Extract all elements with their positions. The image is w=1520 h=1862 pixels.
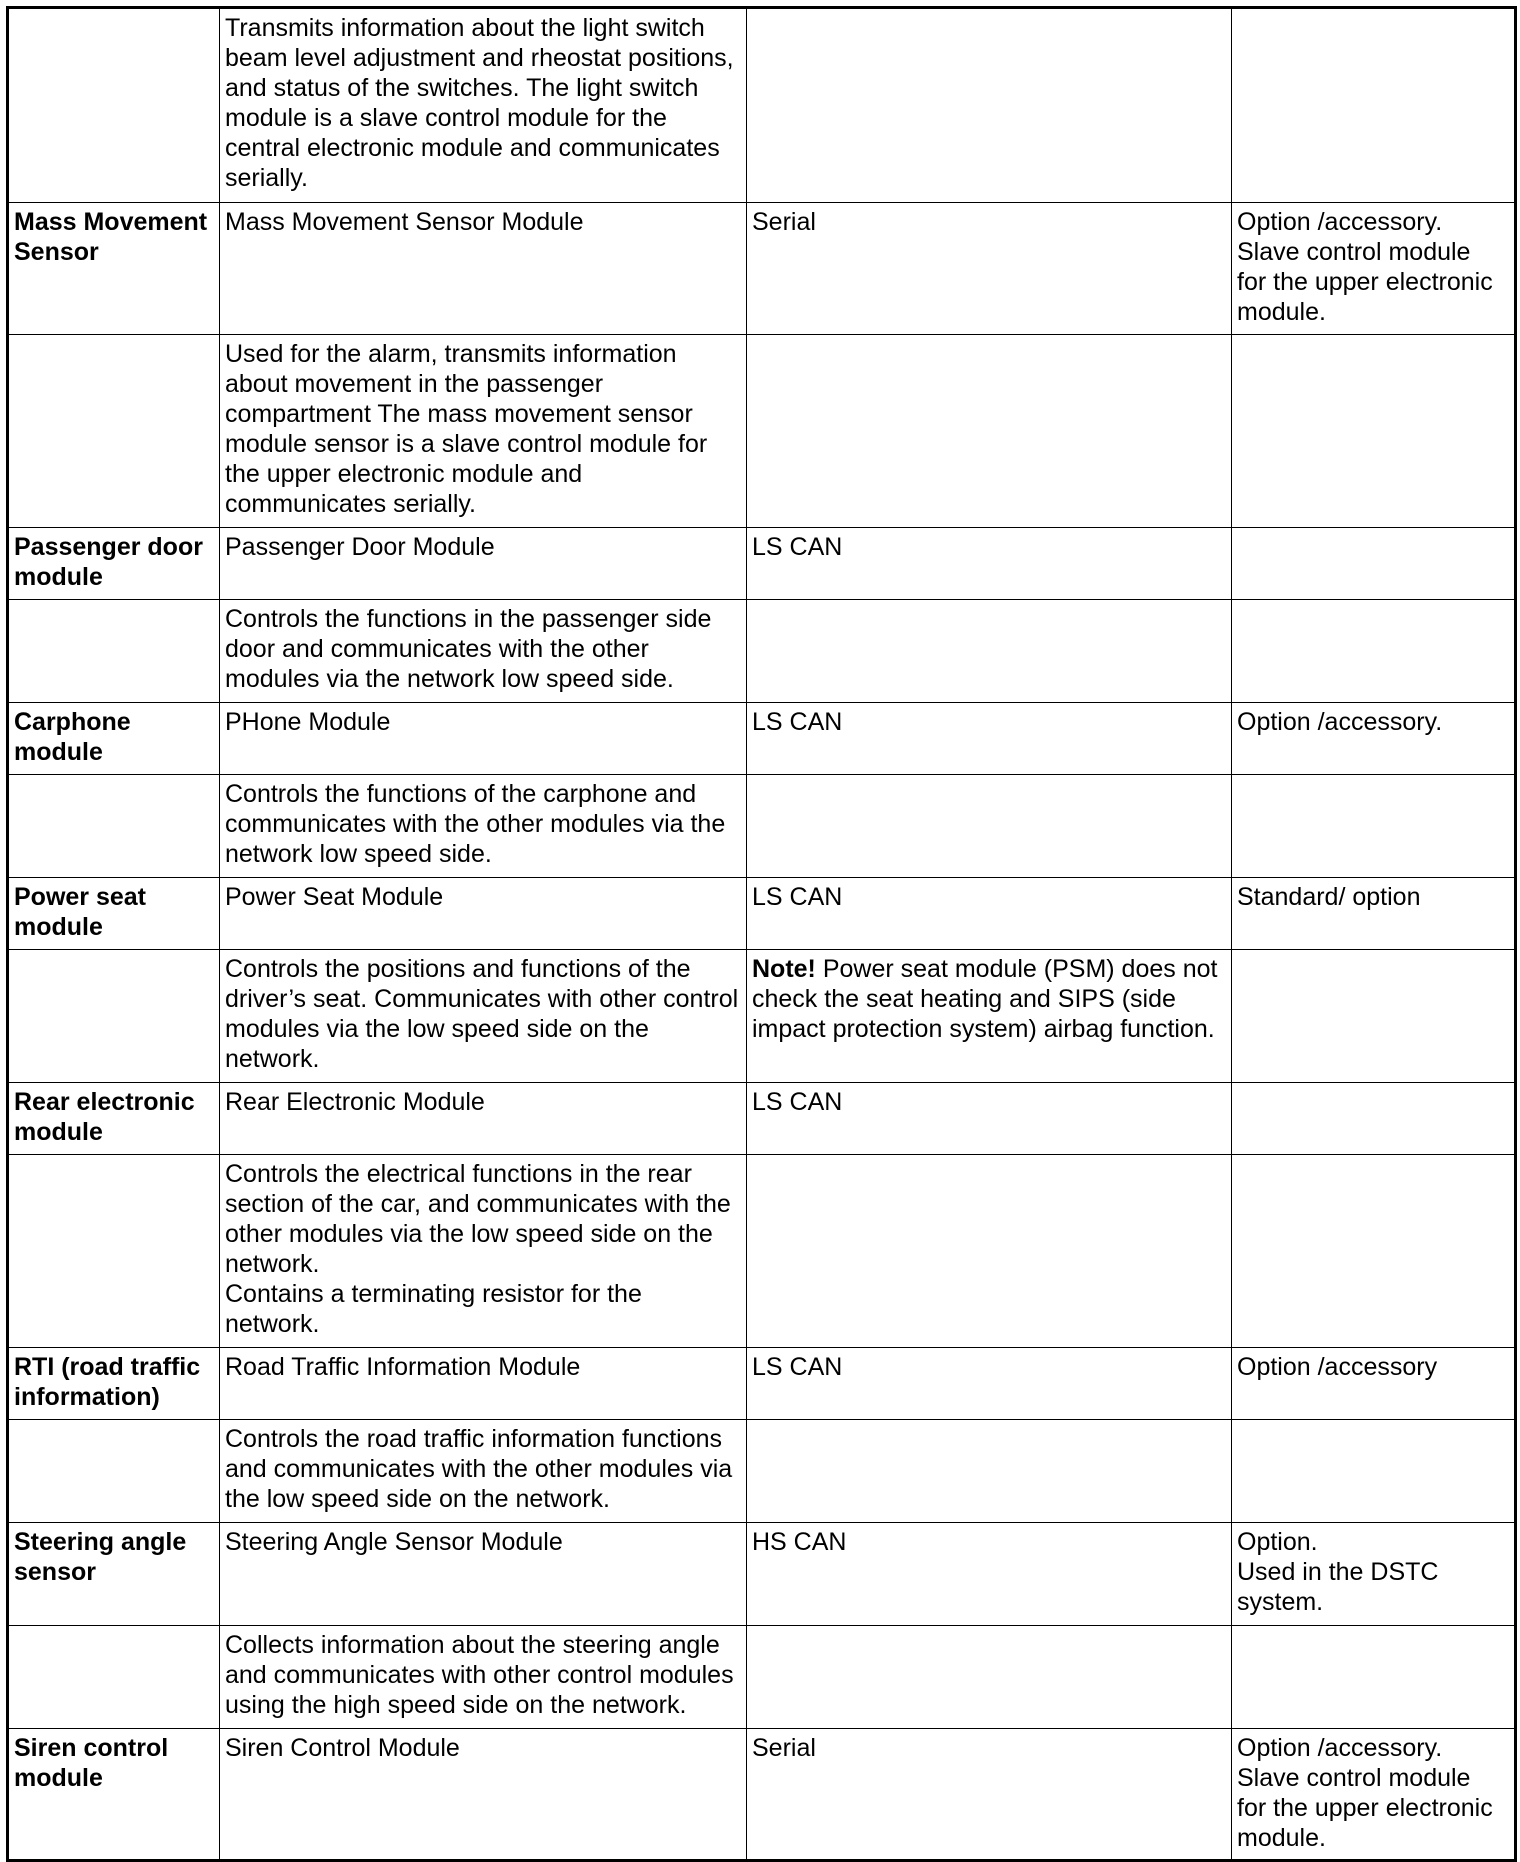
communication-cell	[747, 950, 1232, 1083]
communication-cell	[747, 335, 1232, 528]
note-cell: Option /accessory	[1232, 1348, 1516, 1420]
table-row	[8, 950, 1516, 1083]
communication-cell	[747, 1155, 1232, 1348]
module-cell: Passenger Door Module	[220, 528, 747, 600]
module-cell: Siren Control Module	[220, 1729, 747, 1861]
note-cell	[1232, 950, 1516, 1083]
system-cell	[8, 1155, 220, 1348]
table-row	[8, 1155, 1516, 1348]
table-row	[8, 703, 1516, 775]
system-cell: RTI (road traffic information)	[8, 1348, 220, 1420]
note-cell	[1232, 335, 1516, 528]
table-row	[8, 1348, 1516, 1420]
communication-cell: LS CAN	[747, 878, 1232, 950]
note-cell	[1232, 600, 1516, 703]
module-cell: Collects information about the steering angle and communicates with other control modules using the high speed side on the network.	[220, 1626, 747, 1729]
communication-cell: Serial	[747, 1729, 1232, 1861]
table-row	[8, 203, 1516, 335]
module-cell: Steering Angle Sensor Module	[220, 1523, 747, 1626]
module-cell: Controls the functions in the passenger side door and communicates with the other modules via the network low speed side.	[220, 600, 747, 703]
system-cell	[8, 600, 220, 703]
table-row	[8, 775, 1516, 878]
note-cell	[1232, 775, 1516, 878]
system-cell: Siren control module	[8, 1729, 220, 1861]
module-cell: PHone Module	[220, 703, 747, 775]
system-cell: Passenger door module	[8, 528, 220, 600]
communication-cell: LS CAN	[747, 528, 1232, 600]
table-row	[8, 878, 1516, 950]
system-cell: Mass Movement Sensor	[8, 203, 220, 335]
communication-cell: LS CAN	[747, 1348, 1232, 1420]
system-cell	[8, 8, 220, 203]
communication-cell: HS CAN	[747, 1523, 1232, 1626]
system-cell: Power seat module	[8, 878, 220, 950]
system-cell: Rear electronic module	[8, 1083, 220, 1155]
note-cell	[1232, 1083, 1516, 1155]
module-table	[6, 6, 1517, 1862]
note-cell: Option /accessory. Slave control module for the upper electronic module.	[1232, 1729, 1516, 1861]
system-cell	[8, 950, 220, 1083]
document-page	[6, 6, 1514, 1862]
note-cell: Standard/ option	[1232, 878, 1516, 950]
note-cell: Option. Used in the DSTC system.	[1232, 1523, 1516, 1626]
note-cell	[1232, 1626, 1516, 1729]
module-cell: Power Seat Module	[220, 878, 747, 950]
system-cell	[8, 775, 220, 878]
module-cell: Controls the positions and functions of the driver’s seat. Communicates with other control modules via the low speed side on the network.	[220, 950, 747, 1083]
table-row	[8, 528, 1516, 600]
module-cell: Used for the alarm, transmits information about movement in the passenger compartment The mass movement sensor module sensor is a slave control module for the upper electronic module and communicates serially.	[220, 335, 747, 528]
module-cell: Controls the road traffic information functions and communicates with the other modules via the low speed side on the network.	[220, 1420, 747, 1523]
communication-cell	[747, 600, 1232, 703]
note-cell: Option /accessory.	[1232, 703, 1516, 775]
table-row	[8, 600, 1516, 703]
module-cell: Controls the electrical functions in the rear section of the car, and communicates with the other modules via the low speed side on the network. Contains a terminating resistor for the network.	[220, 1155, 747, 1348]
communication-cell	[747, 1420, 1232, 1523]
table-row	[8, 8, 1516, 203]
module-cell: Mass Movement Sensor Module	[220, 203, 747, 335]
table-row	[8, 1626, 1516, 1729]
note-label: Note!	[752, 955, 816, 983]
system-cell	[8, 1420, 220, 1523]
communication-cell: LS CAN	[747, 1083, 1232, 1155]
note-text: Power seat module (PSM) does not check the seat heating and SIPS (side impact protection system) airbag function.	[752, 955, 1218, 1043]
module-cell: Transmits information about the light switch beam level adjustment and rheostat positions, and status of the switches. The light switch module is a slave control module for the central electronic module and communicates serially.	[220, 8, 747, 203]
system-cell: Steering angle sensor	[8, 1523, 220, 1626]
note-cell	[1232, 1420, 1516, 1523]
communication-cell	[747, 1626, 1232, 1729]
system-cell	[8, 1626, 220, 1729]
note-cell	[1232, 8, 1516, 203]
module-cell: Controls the functions of the carphone and communicates with the other modules via the network low speed side.	[220, 775, 747, 878]
module-cell: Road Traffic Information Module	[220, 1348, 747, 1420]
table-row	[8, 335, 1516, 528]
communication-cell	[747, 8, 1232, 203]
communication-cell	[747, 775, 1232, 878]
system-cell	[8, 335, 220, 528]
note-cell	[1232, 528, 1516, 600]
table-row	[8, 1420, 1516, 1523]
note-cell: Option /accessory. Slave control module for the upper electronic module.	[1232, 203, 1516, 335]
note-cell	[1232, 1155, 1516, 1348]
communication-cell: Serial	[747, 203, 1232, 335]
table-row	[8, 1729, 1516, 1861]
communication-cell: LS CAN	[747, 703, 1232, 775]
table-row	[8, 1083, 1516, 1155]
module-cell: Rear Electronic Module	[220, 1083, 747, 1155]
table-row	[8, 1523, 1516, 1626]
system-cell: Carphone module	[8, 703, 220, 775]
